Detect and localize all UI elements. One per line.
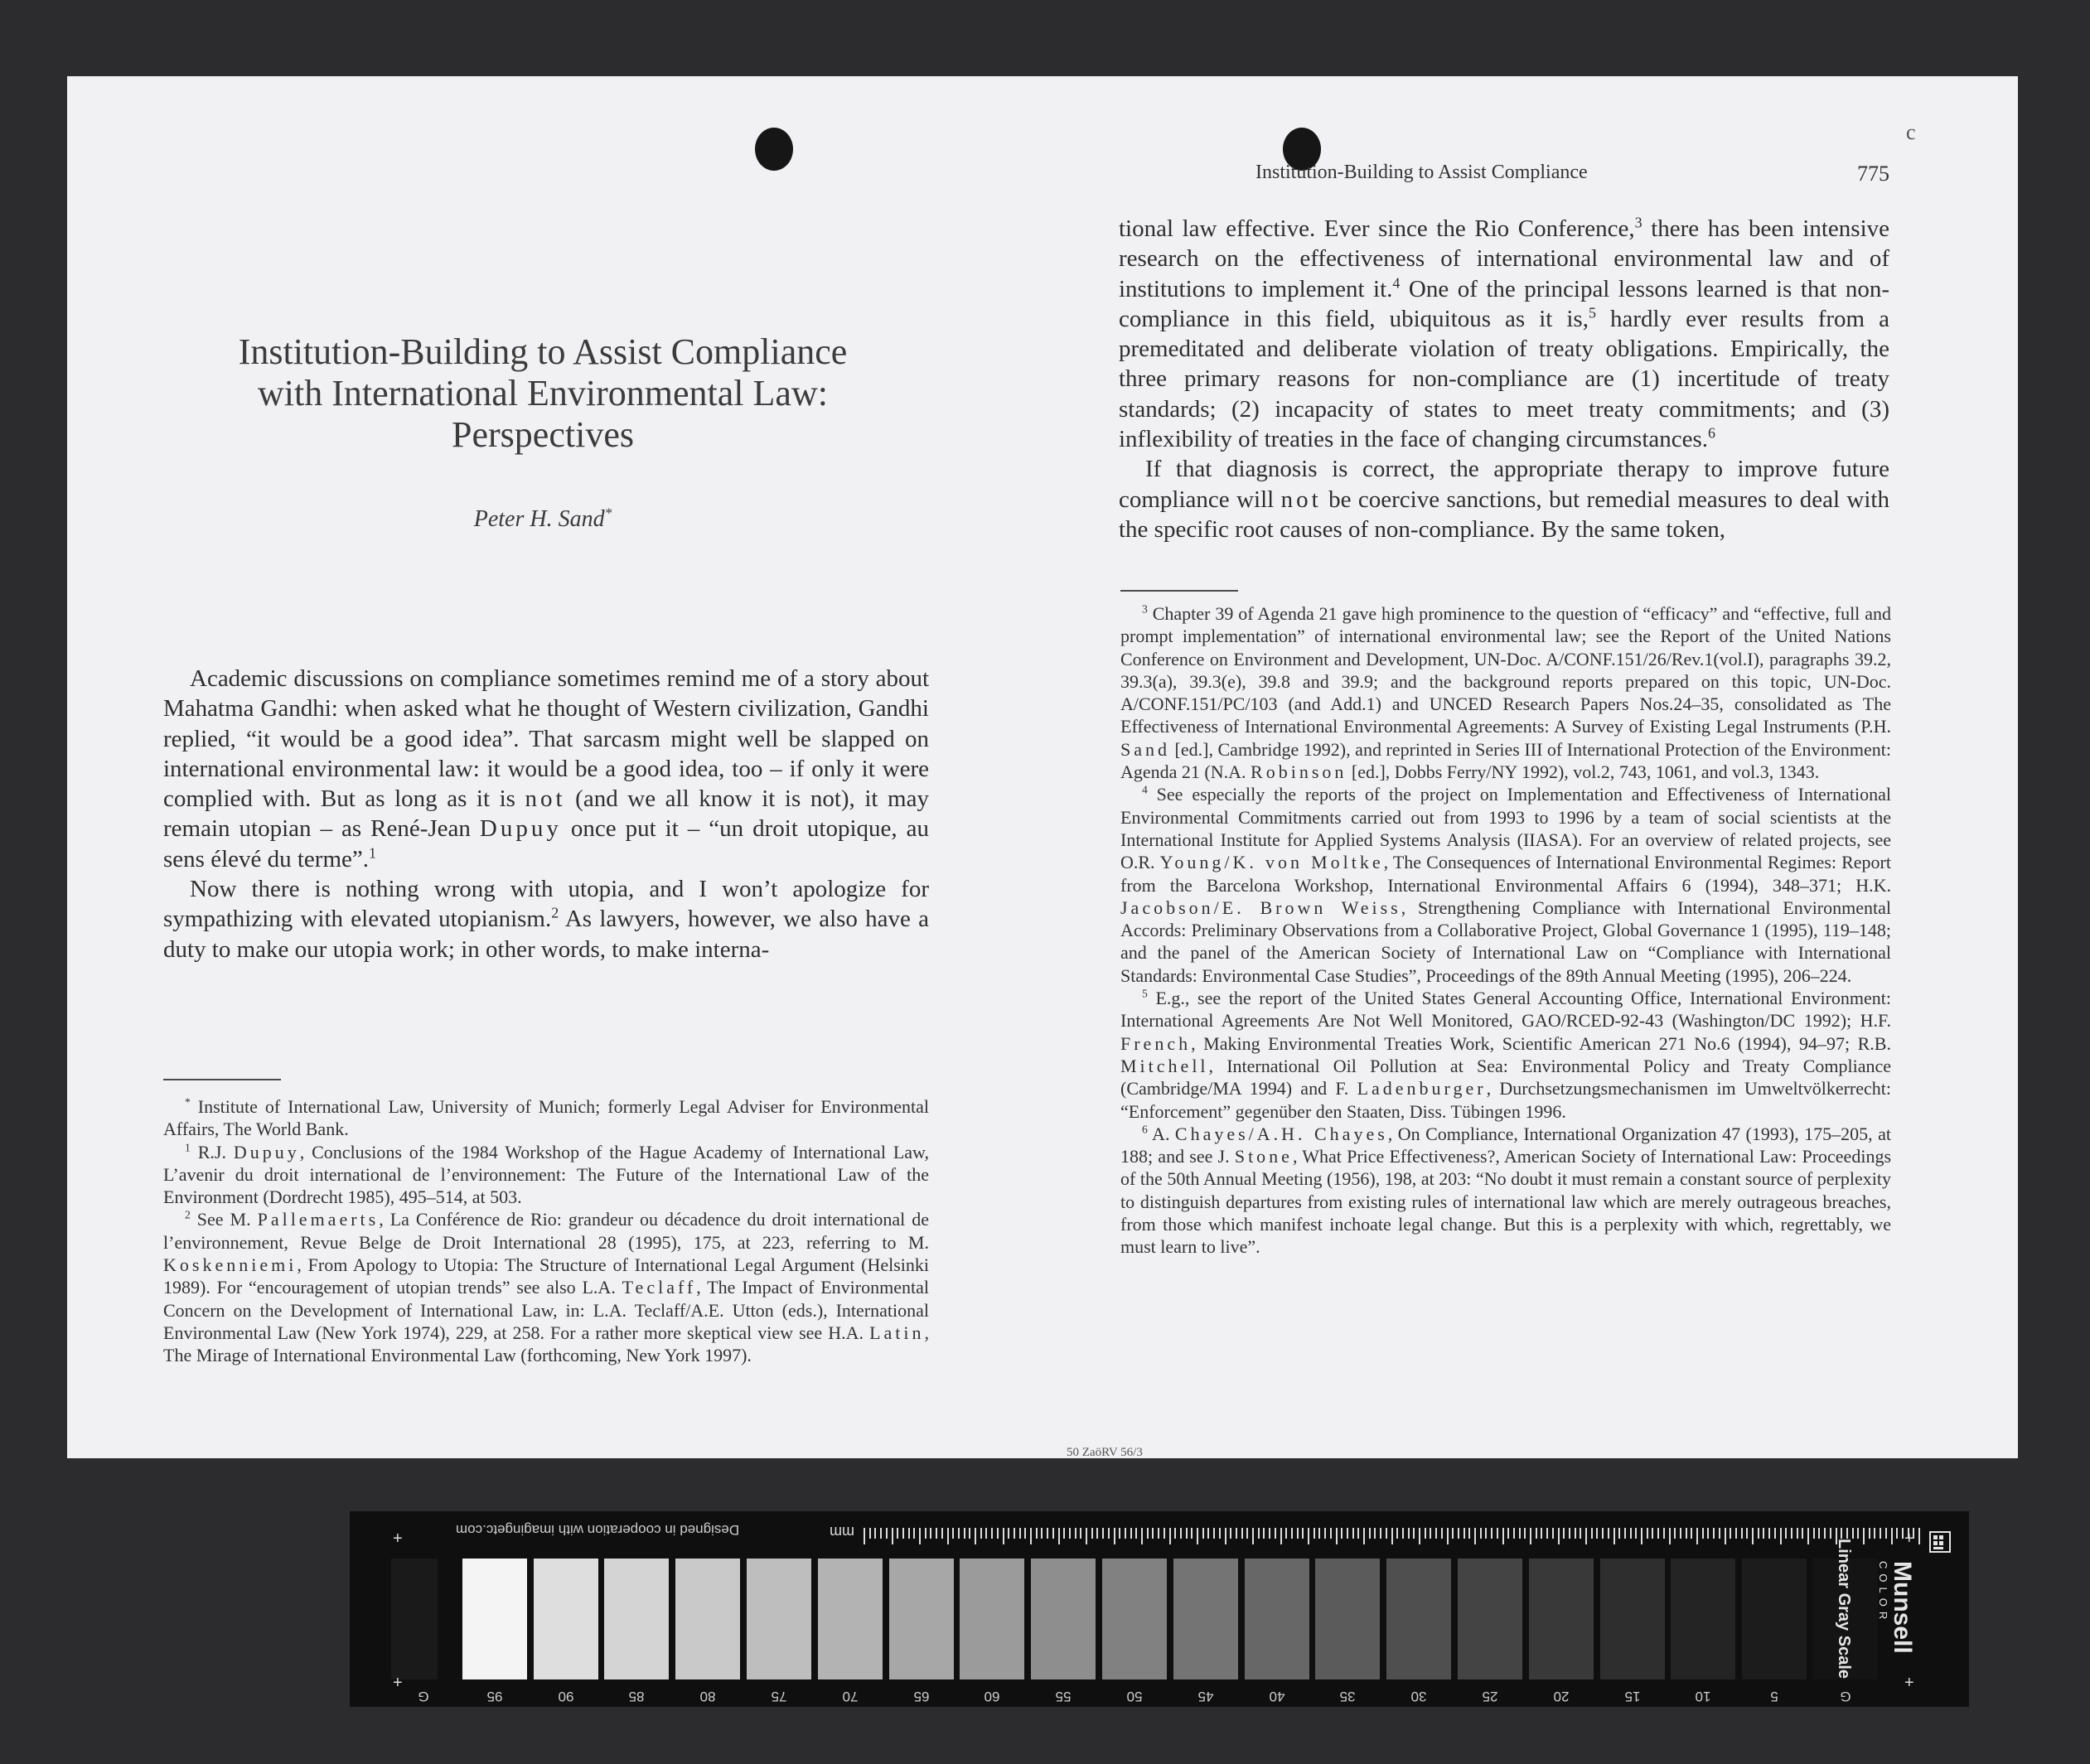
footnote-ref[interactable]: 6 [1708,424,1716,442]
ruler-tick [1280,1528,1282,1544]
ruler-tick [1885,1528,1887,1539]
ruler-tick [991,1528,993,1539]
ruler-tick [1497,1528,1498,1539]
ruler-tick [1575,1528,1576,1539]
ruler-tick [1357,1528,1359,1539]
ruler-tick [1874,1528,1875,1539]
gray-patch [1671,1559,1735,1679]
gray-patch [1600,1559,1665,1679]
ruler-tick [1391,1528,1393,1544]
ruler-tick [1669,1528,1671,1544]
running-head: Institution-Building to Assist Compliance [1255,162,1588,183]
ruler-tick [1236,1528,1237,1539]
ruler-tick [908,1528,910,1539]
ruler-tick [1530,1528,1531,1544]
ruler-tick [1252,1528,1254,1544]
right-body-text [1119,214,1889,544]
ruler-tick [1302,1528,1304,1539]
plus-mark: + [393,1530,403,1548]
ruler-tick [1713,1528,1715,1539]
ruler-tick [1752,1528,1754,1544]
ruler-tick [1635,1528,1637,1539]
ruler-tick [1608,1528,1609,1539]
ruler-tick [1052,1528,1054,1539]
ruler-tick [1363,1528,1365,1544]
ruler-tick [947,1528,949,1544]
gray-patch [1529,1559,1594,1679]
ruler-tick [880,1528,882,1539]
ruler-tick [1485,1528,1487,1539]
ruler-tick [1147,1528,1149,1539]
ruler-tick [1425,1528,1426,1539]
ruler-tick [1341,1528,1343,1539]
gray-patch-label: 70 [842,1689,859,1704]
ruler-tick [1024,1528,1026,1539]
brand-wordmark [1888,1561,1916,1654]
ruler-tick [1869,1528,1870,1539]
ruler-tick [1552,1528,1554,1539]
ruler-tick [1030,1528,1032,1544]
gray-patch [960,1559,1024,1679]
gray-patch [604,1559,669,1679]
ruler-tick [1169,1528,1171,1544]
ruler-tick [892,1528,893,1544]
ruler-tick [1141,1528,1143,1544]
gray-patch-label: 30 [1410,1689,1427,1704]
ruler-tick [969,1528,970,1539]
footnote-ref[interactable]: 4 [1392,273,1401,291]
ruler-tick [1818,1528,1820,1539]
ruler-tick [1158,1528,1159,1539]
gray-patch [747,1559,811,1679]
corner-mark: c [1906,120,1916,144]
paragraph: Academic discussions on compliance sometimes remind me of a story about Mahatma Gandhi: when asked what he thought of Western civilization, Gandhi replied, “it would be a good idea”. That sarcasm might well be slapped on international environmental law: it would be a good idea, too – if only it were complied with. But as long as it is not (and we all know it is not), it may remain utopian – as René-Jean Dupuy once put it – “un droit utopique, au sens élevé du terme”.$^1$ [163,665,929,872]
ruler-tick [1591,1528,1593,1539]
author-name: Peter H. Sand [473,506,605,532]
ruler-tick [913,1528,915,1539]
ruler-tick [1513,1528,1515,1539]
ruler-tick [1891,1528,1893,1544]
ruler-tick [1014,1528,1015,1539]
card-credit: Designed in cooperation with imagingetc.com [456,1522,740,1538]
ruler-tick [1741,1528,1743,1539]
ruler-tick [1707,1528,1709,1539]
ruler-tick [1075,1528,1076,1539]
ruler-tick [869,1528,871,1539]
footnote-divider-right [1120,590,1238,592]
gray-patch-label: 75 [771,1689,787,1704]
munsell-logo-icon [1929,1531,1951,1553]
gray-patch [1173,1559,1238,1679]
ruler-tick [1880,1528,1881,1539]
gray-patch-label: G [418,1689,429,1704]
ruler-tick [1152,1528,1154,1539]
ruler-tick [1225,1528,1226,1544]
gray-patch [675,1559,740,1679]
ruler-tick [1396,1528,1398,1539]
footnote-ref[interactable]: 5 [1588,304,1596,321]
ruler-tick [1585,1528,1587,1544]
footnote-divider-left [163,1079,281,1080]
ruler-tick [1797,1528,1798,1539]
ruler-tick [1463,1528,1465,1539]
ruler-tick [886,1528,888,1539]
ruler-tick [1402,1528,1404,1539]
ruler-tick [1058,1528,1060,1544]
gray-patch [889,1559,954,1679]
ruler-tick [1036,1528,1038,1539]
ruler-tick [1596,1528,1598,1539]
left-body-text [163,664,929,964]
ruler-tick [1258,1528,1260,1539]
ruler-tick [1802,1528,1803,1539]
ruler-tick [1003,1528,1004,1544]
ruler-tick [1730,1528,1731,1539]
ruler-tick [1536,1528,1537,1539]
ruler-tick [1785,1528,1787,1539]
ruler-tick [1524,1528,1526,1539]
ruler-tick [1291,1528,1293,1539]
ruler-tick [1347,1528,1348,1539]
ruler-tick [1791,1528,1792,1539]
gray-patch-label: 65 [913,1689,930,1704]
gray-patch-label: 80 [699,1689,716,1704]
spaced-emphasis: not [525,785,566,813]
author-byline [149,506,936,533]
plus-mark: + [1904,1674,1914,1692]
ruler-tick [958,1528,960,1539]
ruler-tick [1841,1528,1842,1539]
ruler-tick [1546,1528,1548,1539]
plus-mark: + [393,1674,403,1692]
spaced-author-name: Dupuy [479,815,562,843]
author-footnote-mark: * [604,505,612,521]
ruler-tick [1725,1528,1726,1544]
ruler-tick [1468,1528,1470,1539]
scale-title: Linear Gray Scale [1834,1539,1853,1679]
ruler-tick [1624,1528,1626,1539]
ruler-tick [1563,1528,1565,1539]
ruler-tick [1241,1528,1243,1539]
gray-patch-label: 50 [1126,1689,1143,1704]
ruler-tick [902,1528,904,1539]
printer-signature: 50 ZaöRV 56/3 [1067,1446,1143,1459]
gray-patch-label: 35 [1339,1689,1356,1704]
ruler-tick [1452,1528,1454,1539]
gray-patch [1458,1559,1522,1679]
plus-mark: + [1904,1530,1914,1548]
ruler-tick [1096,1528,1098,1539]
gray-patch-label: 90 [558,1689,574,1704]
ruler-tick [919,1528,921,1544]
ruler-tick [941,1528,943,1539]
footnote-star: * Institute of International Law, University of Munich; formerly Legal Adviser for Environmental Affairs, The World Bank. [163,1095,929,1140]
gray-patch [818,1559,883,1679]
ruler-tick [1696,1528,1698,1544]
ruler-tick [1763,1528,1764,1539]
ruler-tick [864,1528,865,1544]
left-footnotes [163,1095,929,1367]
gray-scale-card [350,1511,1969,1707]
ruler-tick [1213,1528,1215,1539]
ruler-tick [1197,1528,1198,1544]
ruler-tick [936,1528,937,1539]
ruler-tick [1663,1528,1665,1539]
footnote-6: $^6$ A. Chayes/A.H. Chayes, On Compliance, International Organization 47 (1993), 175–205, at 188; and see J. Stone, What Price Effectiveness?, American Society of International Law: Proceedings of the 50th Annual Meeting (1956), 198, at 203: “No doubt it must remain a constant source of perplexity to distinguish departures from existing rules of international law which are merely outrageous breaches, from those which manifest inchoate legal change. But this is a perplexity with which, regrettably, we must learn to live”. [1120,1123,1892,1258]
footnote-3: $^3$ Chapter 39 of Agenda 21 gave high prominence to the question of “efficacy” and “effective, full and prompt implementation” of international environmental law; see the Report of the United Nations Conference on Environment and Development, UN-Doc. A/CONF.151/26/Rev.1(vol.I), paragraphs 39.2, 39.3(a), 39.3(e), 39.8 and 39.9; and the background reports prepared on this topic, UN-Doc. A/CONF.151/PC/103 (and Add.1) and UNCED Research Papers Nos.24–35, consolidated as The Effectiveness of International Environmental Agreements: A Survey of Existing Legal Instruments (P.H. Sand [ed.], Cambridge 1992), and reprinted in Series III of International Protection of the Environment: Agenda 21 (N.A. Robinson [ed.], Dobbs Ferry/NY 1992), vol.2, 743, 1061, and vol.3, 1343. [1120,602,1891,783]
ruler-tick [1735,1528,1737,1539]
ruler-tick [1191,1528,1193,1539]
ruler-tick [1780,1528,1782,1544]
ruler-tick [1691,1528,1692,1539]
ruler-tick [1369,1528,1371,1539]
ruler-tick [1108,1528,1110,1539]
ruler-tick [1569,1528,1570,1539]
footnote-2: $^2$ See M. Pallemaerts, La Conférence de Rio: grandeur ou décadence du droit international de l’environnement, Revue Belge de Droit International 28 (1995), 175, at 223, referring to M. Koskenniemi, From Apology to Utopia: The Structure of International Legal Argument (Helsinki 1989). For “encouragement of utopian trends” see also L.A. Teclaff, The Impact of Environmental Concern on the Development of International Law, in: L.A. Teclaff/A.E. Utton (eds.), International Environmental Law (New York 1974), 229, at 258. For a rather more skeptical view see H.A. Latin, The Mirage of International Environmental Law (forthcoming, New York 1997). [163,1209,929,1366]
ruler-tick [1768,1528,1770,1539]
ruler-tick [1380,1528,1381,1539]
ruler-tick [1246,1528,1248,1539]
ruler-tick [1374,1528,1376,1539]
gray-patch [391,1559,438,1679]
gray-patch-label: 95 [486,1689,503,1704]
ruler-tick [1680,1528,1681,1539]
gray-patch [1031,1559,1096,1679]
gray-patch-label: 60 [984,1689,1000,1704]
ruler-tick [1352,1528,1354,1539]
ruler-tick [1474,1528,1476,1544]
ruler-tick [1086,1528,1087,1544]
title-line: with International Environmental Law: [258,373,828,413]
ruler-tick [1652,1528,1653,1539]
ruler-tick [1080,1528,1081,1539]
ruler-tick [1297,1528,1299,1539]
ruler-tick [1230,1528,1231,1539]
spaced-emphasis: not [1280,486,1322,513]
ruler-tick [1746,1528,1748,1539]
title-line: Institution-Building to Assist Compliance [238,331,848,372]
ruler-tick [1702,1528,1704,1539]
paragraph: tional law effective. Ever since the Rio Conference,$^3$ there has been intensive research on the effectiveness of international environmental law and of institutions to implement it.$^4$ One of the principal lessons learned is that non-compliance in this field, ubiquitous as it is,$^5$ hardly ever results from a premeditated and deliberate violation of treaty obligations. Empirically, the three primary reasons for non-compliance are (1) incertitude of treaty standards; (2) incapacity of states to meet treaty commitments; and (3) inflexibility of treaties in the face of changing circumstances.$^6$ [1119,214,1890,453]
ruler-tick [1285,1528,1287,1539]
ruler-tick [1613,1528,1615,1544]
gray-patch-label: 25 [1482,1689,1498,1704]
ruler-tick [1758,1528,1759,1539]
ruler-tick [1824,1528,1826,1539]
ruler-tick [1164,1528,1165,1539]
ruler-tick [1830,1528,1831,1539]
ruler-tick [1336,1528,1338,1544]
ruler-tick [1774,1528,1776,1539]
footnote-ref[interactable]: 2 [551,904,559,921]
ruler-tick [980,1528,982,1539]
ruler-tick [1430,1528,1431,1539]
ruler-tick [964,1528,965,1539]
ruler-tick [1114,1528,1115,1544]
ruler-tick [1719,1528,1720,1539]
ruler-tick [1324,1528,1326,1539]
ruler-tick [1630,1528,1632,1539]
ruler-tick [985,1528,987,1539]
ruler-tick [1458,1528,1459,1539]
ruler-tick [1275,1528,1276,1539]
ruler-tick [1130,1528,1132,1539]
right-footnotes [1120,602,1891,1259]
ruler-tick [1580,1528,1581,1539]
ruler-tick [1686,1528,1687,1539]
gray-patch-label: G [1840,1689,1851,1704]
ruler-tick [1047,1528,1048,1539]
ruler-tick [952,1528,954,1539]
ruler-tick [1102,1528,1104,1539]
gray-patch [1386,1559,1451,1679]
ruler-tick [1480,1528,1482,1539]
ruler-tick [1069,1528,1071,1539]
ruler-tick [1063,1528,1065,1539]
gray-patch-label: 10 [1695,1689,1711,1704]
ruler-tick [1541,1528,1542,1539]
ruler-tick [1269,1528,1270,1539]
ruler-tick [1846,1528,1848,1539]
ruler-tick [897,1528,898,1539]
ruler-tick [874,1528,876,1539]
ruler-tick [1813,1528,1815,1539]
ruler-tick [1447,1528,1449,1544]
ruler-tick [925,1528,926,1539]
ruler-tick [1091,1528,1093,1539]
gray-patch [1245,1559,1309,1679]
article-title [149,331,936,456]
gray-patch-label: 85 [628,1689,645,1704]
ruler-tick [1119,1528,1120,1539]
gray-patch-label: 55 [1055,1689,1072,1704]
gray-patch [462,1559,527,1679]
ruler-unit: mm [830,1524,854,1540]
ruler-tick [1125,1528,1126,1539]
gray-patch-label: 20 [1553,1689,1570,1704]
ruler-tick [1852,1528,1854,1539]
brand-name: Munsell [1889,1561,1916,1654]
ruler-tick [1041,1528,1043,1539]
ruler-tick [997,1528,999,1539]
paragraph: Now there is nothing wrong with utopia, and I won’t apologize for sympathizing with elevated utopianism.$^2$ As lawyers, however, we also have a duty to make our utopia work; in other words, to make interna- [163,876,929,963]
page-number: 775 [1857,162,1889,186]
brand-subtitle: COLOR [1877,1561,1889,1625]
ruler-tick [1807,1528,1809,1544]
footnote-5: $^5$ E.g., see the report of the United States General Accounting Office, International Environment: International Agreements Are Not Well Monitored, GAO/RCED-92-43 (Washington/DC 1992); H.F. French, Making Environmental Treaties Work, Scientific American 271 No.6 (1994), 94–97; R.B. Mitchell, International Oil Pollution at Sea: Environmental Policy and Treaty Compliance (Cambridge/MA 1994) and F. Ladenburger, Durchsetzungsmechanismen im Umweltvölkerrecht: “Enforcement” gegenüber den Staaten, Diss. Tübingen 1996. [1120,987,1891,1122]
ruler-tick [1330,1528,1332,1539]
gray-patch [1742,1559,1807,1679]
ruler-tick [1408,1528,1410,1539]
ruler-tick [930,1528,931,1539]
ruler-tick [1413,1528,1415,1539]
ruler-tick [1857,1528,1859,1539]
ruler-tick [1207,1528,1209,1539]
ruler-tick [1441,1528,1443,1539]
ruler-tick [1657,1528,1659,1539]
ruler-tick [1558,1528,1560,1544]
ruler-tick [1386,1528,1387,1539]
ruler-tick [1263,1528,1265,1539]
ruler-tick [1135,1528,1137,1539]
footnote-1: $^1$ R.J. Dupuy, Conclusions of the 1984 Workshop of the Hague Academy of International Law, L’avenir du droit international de l’environnement: The Future of the International Law of the Environment (Dordrecht 1985), 495–514, at 503. [163,1141,929,1208]
gray-patch [534,1559,598,1679]
ruler-tick [1618,1528,1620,1539]
title-line: Perspectives [452,414,634,455]
ruler-tick [1008,1528,1009,1539]
ruler-tick [1507,1528,1509,1539]
ruler-tick [1314,1528,1315,1539]
ruler-tick [1491,1528,1493,1539]
gray-patch-label: 15 [1624,1689,1641,1704]
footnote-4: $^4$ See especially the reports of the project on Implementation and Effectiveness of International Environmental Commitments carried out from 1993 to 1996 by a team of social scientists at the International Institute for Applied Systems Analysis (IIASA). For an overview of related projects, see O.R. Young/K. von Moltke, The Consequences of International Environmental Regimes: Report from the Barcelona Workshop, International Environmental Affairs 6 (1994), 348–371; H.K. Jacobson/E. Brown Weiss, Strengthening Compliance with International Environmental Accords: Preliminary Observations from a Collaborative Project, Global Governance 1 (1995), 119–148; and the panel of the American Society of International Law on “Compliance with International Standards: Environmental Case Studies”, Proceedings of the 89th Annual Meeting (1995), 206–224. [1120,784,1891,986]
gray-patch [1315,1559,1380,1679]
ruler-tick [1435,1528,1437,1539]
ruler-tick [1308,1528,1309,1544]
ruler-tick [1202,1528,1204,1539]
gray-patch-label: 45 [1197,1689,1214,1704]
ruler-tick [1641,1528,1642,1544]
ruler-tick [1186,1528,1188,1539]
ruler-tick [1419,1528,1420,1544]
paragraph: If that diagnosis is correct, the appropriate therapy to improve future compliance will not be coercive sanctions, but remedial measures to deal with the specific root causes of non-compliance. By the same token, [1119,456,1889,543]
ruler-tick [1219,1528,1221,1539]
ruler-tick [1180,1528,1182,1539]
gray-patch [1102,1559,1167,1679]
ruler-tick [1174,1528,1176,1539]
ruler-tick [975,1528,976,1544]
ruler-tick [1019,1528,1021,1539]
gray-patch-label: 5 [1770,1689,1778,1704]
ruler-tick [1519,1528,1521,1539]
ruler-tick [1318,1528,1320,1539]
ruler-tick [1602,1528,1604,1539]
punch-hole-left [755,128,793,171]
footnote-ref[interactable]: 1 [369,844,376,862]
ruler-tick [1647,1528,1648,1539]
ruler-tick [1863,1528,1865,1544]
ruler-tick [1502,1528,1504,1544]
ruler-tick [1674,1528,1676,1539]
gray-patch-label: 40 [1269,1689,1285,1704]
footnote-ref[interactable]: 3 [1634,214,1642,231]
